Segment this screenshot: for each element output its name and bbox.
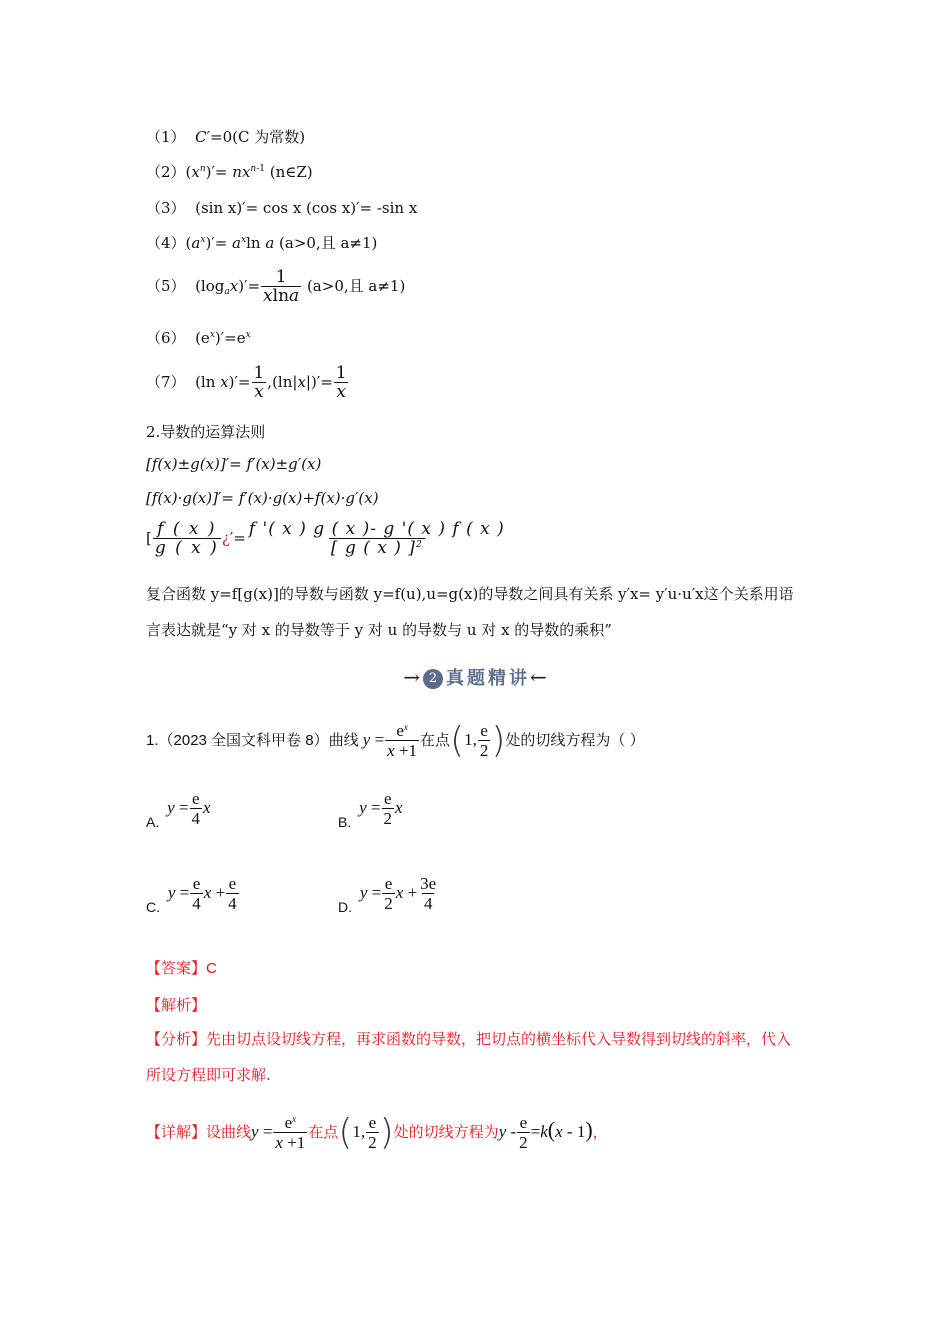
formula-5-text: (a>0,且 a≠1) <box>306 277 406 295</box>
analysis-label: 【解析】 <box>146 996 207 1014</box>
formula-7: （7） (ln x)′= $\frac{1}{x}$ ,(ln|x|)′= $\frac{1}{x}$ <box>146 363 347 402</box>
composite-rule: 复合函数 y=f[g(x)]的导数与函数 y=f(u),u=g(x)的导数之间具有关系 y′x= y′u·u′x这个关系用语言表达就是“y 对 x 的导数等于 y 对 u 的导数与 u 对 x 的导数的乘积” <box>146 585 794 639</box>
option-c-label: C. <box>146 898 160 915</box>
answer-line <box>146 958 217 980</box>
arrow-right-icon: → <box>403 665 420 689</box>
formula-4-label: （4） <box>146 234 186 252</box>
question-text-after: 处的切线方程为（ ） <box>505 732 645 749</box>
formula-1-text: 0(C 为常数) <box>222 128 306 146</box>
detail-after: 处的切线方程为 <box>393 1123 499 1141</box>
formula-6-label: （6） <box>146 329 186 347</box>
rule-product: [f(x)·g(x)]′= f′(x)·g(x)+f(x)·g′(x) <box>146 489 379 507</box>
question-1: 1.（2023 全国文科甲卷 8）曲线 y = $\frac{e^x}{x +1}$ 在点(1, $\frac{e}{2}$ )处的切线方程为（ ） <box>146 720 645 762</box>
formula-4-text: (a>0,且 a≠1) <box>279 234 378 252</box>
detail-before: 设曲线 <box>206 1123 252 1141</box>
detail-mid: 在点 <box>308 1123 339 1141</box>
answer-label: 【答案】 <box>146 960 207 977</box>
option-d-label: D. <box>338 898 352 915</box>
formula-5-label: （5） <box>146 277 186 295</box>
question-source: （2023 全国文科甲卷 8） <box>158 732 329 749</box>
formula-7-label: （7） <box>146 373 186 391</box>
rules-title: 2.导数的运算法则 <box>146 423 266 441</box>
question-number: 1. <box>146 732 159 749</box>
formula-6: （6） $(e^x)'=e^x$ <box>146 329 251 347</box>
detail-label: 【详解】 <box>146 1123 207 1141</box>
formula-3 <box>146 197 417 219</box>
formula-1: （1） C′=0(C 为常数) <box>146 128 306 146</box>
section-heading <box>0 664 950 690</box>
fenxi-paragraph <box>146 1021 806 1093</box>
question-text-before: 曲线 <box>328 732 359 749</box>
option-b[interactable]: B. y = $\frac{e}{2}$ x <box>338 789 403 830</box>
arrow-left-icon: ← <box>530 665 547 689</box>
formula-5: （5） $(\log_ax)'=$ $\frac{1}{xlna}$ (a>0,且 a≠1) <box>146 267 406 306</box>
formula-3-text: (sin x)′= cos x (cos x)′= -sin x <box>195 199 418 217</box>
fenxi-label: 【分析】 <box>146 1030 207 1048</box>
option-b-label: B. <box>338 813 352 830</box>
detail-end: ， <box>592 1123 608 1141</box>
option-a-label: A. <box>146 813 160 830</box>
formula-2-text: (n∈Z) <box>269 163 313 181</box>
fenxi-text: 先由切点设切线方程，再求函数的导数，把切点的横坐标代入导数得到切线的斜率，代入所设方程即可求解. <box>146 1030 792 1084</box>
formula-1-label: （1） <box>146 128 186 146</box>
option-d[interactable]: D. y = $\frac{e}{2}$ x + $\frac{3e}{4}$ <box>338 874 437 915</box>
option-a[interactable]: A. y = $\frac{e}{4}$ x <box>146 789 211 830</box>
answer-value: C <box>206 960 217 977</box>
question-text-mid: 在点 <box>420 732 451 749</box>
section-number-badge: 2 <box>423 669 443 689</box>
formula-5-fraction: $\frac{1}{xlna}$ <box>263 267 300 306</box>
rule-sum: [f(x)±g(x)]′= f′(x)±g′(x) <box>146 455 322 473</box>
option-c[interactable]: C. y = $\frac{e}{4}$ x + $\frac{e}{4}$ <box>146 874 237 915</box>
detail-line: 【详解】设曲线y = $\frac{e^x}{x +1}$ 在点(1, $\frac{e}{2}$ )处的切线方程为y - $\frac{e}{2}$ =k(x - 1)， <box>146 1112 608 1153</box>
section-title: 真题精讲 <box>446 668 530 689</box>
formula-3-label: （3） <box>146 199 186 217</box>
rule-quotient: [ $\frac{f ( x )}{g ( x )}$ ¿′= $\frac{f '( x ) g ( x )- g '( x ) f ( x )}{[ g ( x ) ]^2}$ <box>146 519 505 558</box>
formula-4: $(4)(a^x)'= a^x\ln$ a (a>0,且 a≠1) <box>146 234 378 252</box>
formula-2-label: （2） <box>146 163 186 181</box>
formula-2: $(2)(x^n)'= nx^{n-1}$ (n∈Z) <box>146 163 313 181</box>
